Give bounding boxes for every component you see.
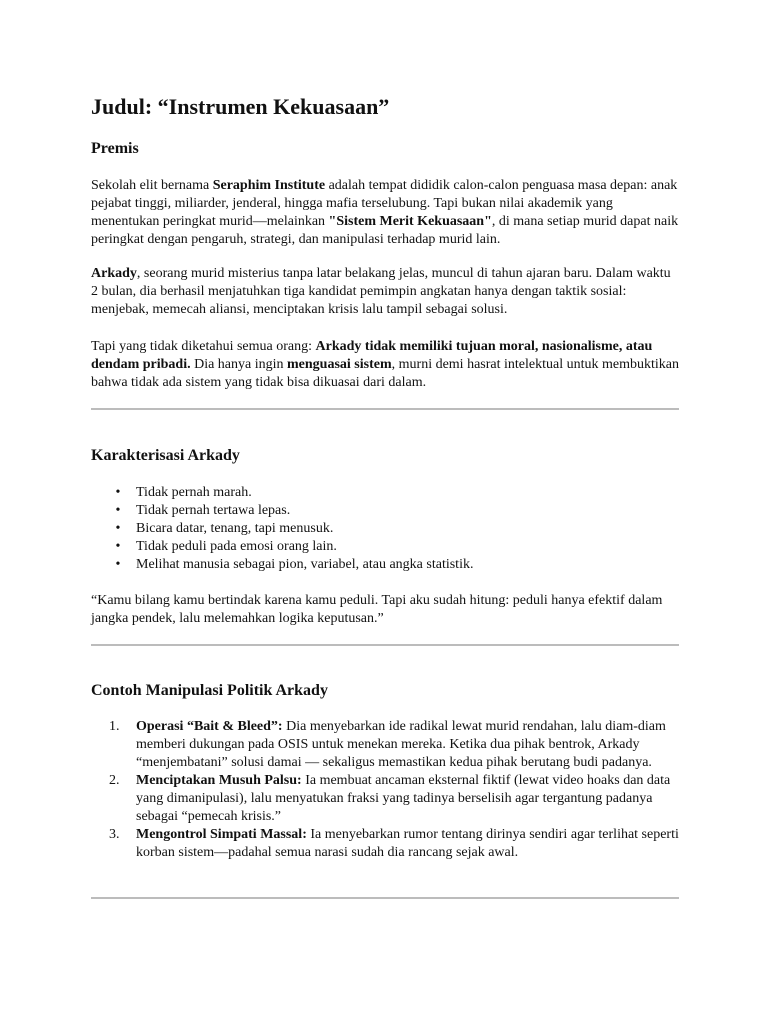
manipulasi-heading: Contoh Manipulasi Politik Arkady [91, 682, 328, 699]
karakterisasi-heading: Karakterisasi Arkady [91, 447, 240, 464]
premis-paragraph-3: Tapi yang tidak diketahui semua orang: Arkady tidak memiliki tujuan moral, nasionalisme, atau dendam pribadi. Dia hanya ingin menguasai sistem, murni demi hasrat intelektual untuk membuktikan bahwa tidak ada sistem yang tidak bisa dikuasai dari dalam. [91, 339, 679, 390]
bullet-icon: • [115, 503, 121, 518]
bullet-icon: • [115, 485, 121, 500]
bullet-icon: • [115, 557, 121, 572]
premis-paragraph-1: Sekolah elit bernama Seraphim Institute adalah tempat dididik calon-calon penguasa masa depan: anak pejabat tinggi, miliarder, jenderal, hingga mafia terselubung. Tapi bukan nilai akademik yang menentukan peringkat murid—melainkan "Sistem Merit Kekuasaan", di mana setiap murid dapat naik peringkat dengan pengaruh, strategi, dan manipulasi terhadap murid lain. [91, 178, 679, 247]
list-item: • Tidak peduli pada emosi orang lain. [91, 538, 679, 556]
section-divider [91, 644, 679, 646]
list-number: 2. [109, 773, 120, 788]
document-title: Judul: “Instrumen Kekuasaan” [91, 94, 390, 119]
list-item: • Tidak pernah marah. [91, 484, 679, 502]
bullet-icon: • [115, 539, 121, 554]
list-item: 2. Menciptakan Musuh Palsu: Ia membuat ancaman eksternal fiktif (lewat video hoaks dan data yang dimanipulasi), lalu menyatukan fraksi yang tadinya berselisih agar tergantung padanya sebagai “pemecah krisis.” [109, 773, 671, 824]
premis-paragraph-2: Arkady, seorang murid misterius tanpa latar belakang jelas, muncul di tahun ajaran baru. Dalam waktu 2 bulan, dia berhasil menjatuhkan tiga kandidat pemimpin angkatan hanya dengan taktik sosial: menjebak, memecah aliansi, menciptakan krisis lalu tampil sebagai solusi. [91, 266, 671, 317]
arkady-quote: “Kamu bilang kamu bertindak karena kamu peduli. Tapi aku sudah hitung: peduli hanya efektif dalam jangka pendek, lalu melemahkan logika keputusan.” [91, 593, 663, 626]
karakterisasi-list [91, 484, 679, 574]
section-divider [91, 897, 679, 899]
list-item: 3. Mengontrol Simpati Massal: Ia menyebarkan rumor tentang dirinya sendiri agar terlihat seperti korban sistem—padahal semua narasi sudah dia rancang sejak awal. [109, 827, 679, 860]
section-divider [91, 408, 679, 410]
list-item: 1. Operasi “Bait & Bleed”: Dia menyebarkan ide radikal lewat murid rendahan, lalu diam-diam memberi dukungan pada OSIS untuk menekan mereka. Ketika dua pihak bentrok, Arkady “menjembatani” solusi damai — sekaligus memastikan kedua pihak berutang budi padanya. [109, 719, 666, 770]
list-number: 1. [109, 719, 120, 734]
premis-heading: Premis [91, 140, 139, 157]
list-item: • Tidak pernah tertawa lepas. [91, 502, 679, 520]
bullet-icon: • [115, 521, 121, 536]
list-item: • Bicara datar, tenang, tapi menusuk. [91, 520, 679, 538]
list-number: 3. [109, 827, 120, 842]
manipulasi-list [91, 718, 679, 862]
list-item: • Melihat manusia sebagai pion, variabel, atau angka statistik. [91, 556, 679, 574]
